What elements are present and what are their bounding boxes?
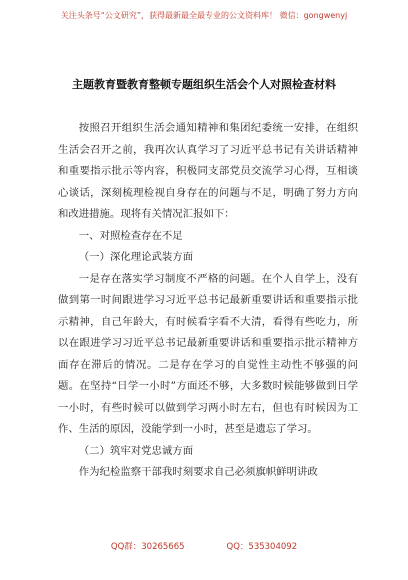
subsection-paragraph-2: 作为纪检监察干部我时刻要求自己必须旗帜鲜明讲政 [78,466,318,478]
section-heading: 一、对照检查存在不足 [78,229,183,242]
intro-paragraph: 按照召开组织生活会通知精神和集团纪委统一安排，在组织生活会召开之前，我再次认真学习了习近平总书记有关讲话精神和重要指示批示等内容，积极同支部党员交流学习心得，互相谈心谈话，深刻梳理检视自身存在的问题与不足，明确了努力方向和改进措施。现将有关情况汇报如下： [58,122,358,220]
footer-qq-group: QQ群：30265665 [110,542,185,552]
footer-banner [0,540,408,552]
document-body [58,118,358,484]
subsection-heading-1: （一）深化理论武装方面 [78,251,194,263]
subsection-heading-2: （二）筑牢对党忠诚方面 [78,444,194,457]
header-banner: 关注头条号“公文研究”，获得最新最全最专业的公文资料库！ 微信：gongwenyj [60,11,348,20]
document-title: 主题教育暨教育整顿专题组织生活会个人对照检查材料 [72,78,336,91]
subsection-paragraph-1: 一是存在落实学习制度不严格的问题。在个人自学上，没有做到第一时间跟进学习习近平总书记最新重要讲话和重要指示批示精神，自己年龄大，有时候看字看不大清，看得有些吃力，所以在跟进学习习近平总书记最新重要讲话和重要指示批示精神方面存在滞后的情况。二是存在学习的自觉性主动性不够强的问题。在坚持“日学一小时”方面还不够，大多数时候能够做到日学一小时，有些时候可以做到学习两小时左右，但也有时候因为工作、生活的原因，没能学到一小时，甚至是遗忘了学习。 [58,272,358,435]
footer-qq-number: QQ：535304092 [226,542,298,552]
